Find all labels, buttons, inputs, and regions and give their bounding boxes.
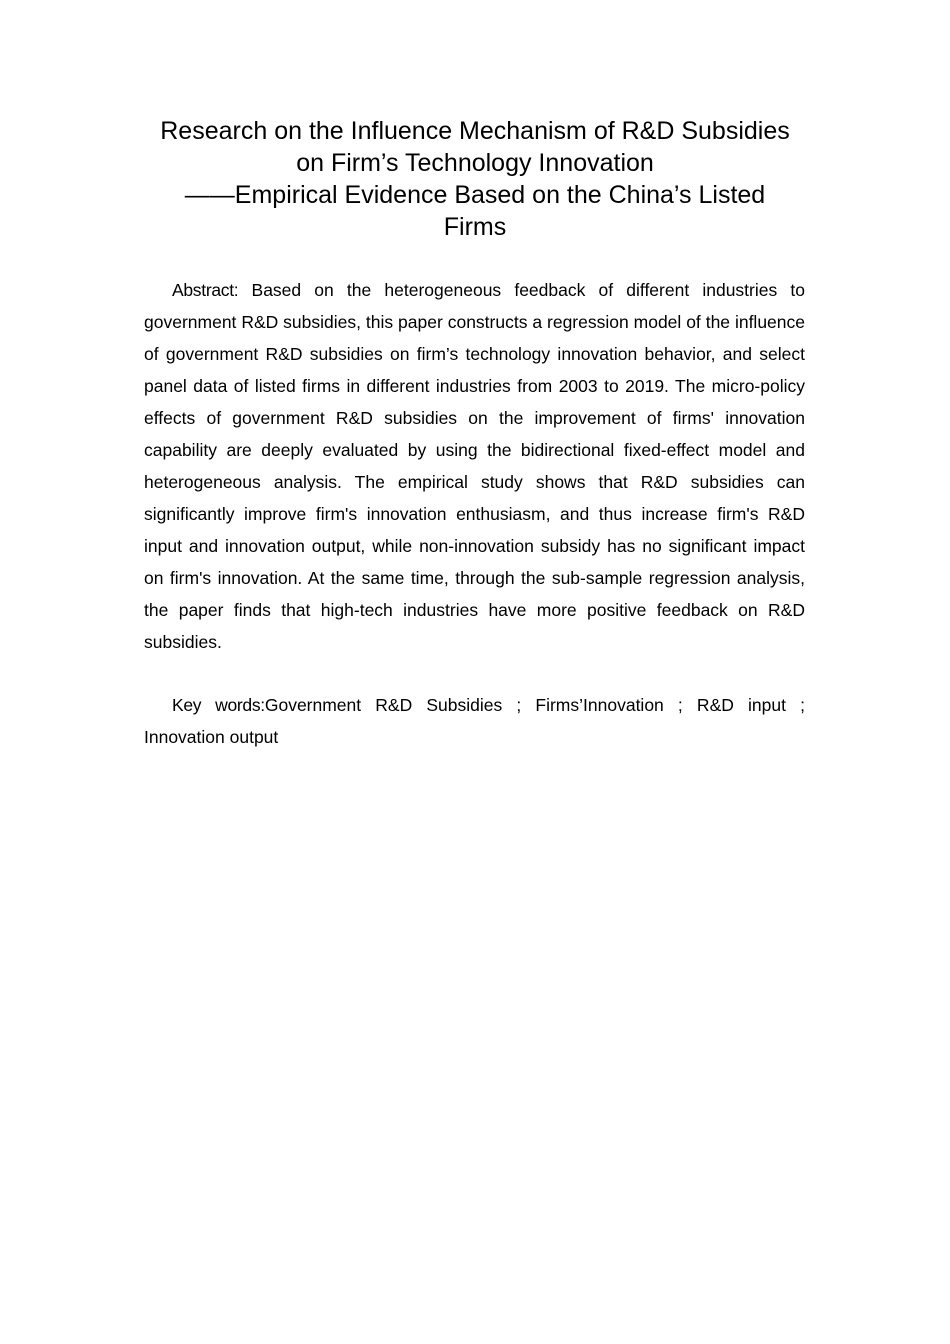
abstract-paragraph xyxy=(144,274,805,658)
subtitle-line-1: ——Empirical Evidence Based on the China’s Listed xyxy=(184,181,766,209)
abstract-text: Based on the heterogeneous feedback of different industries to government R&D subsidies, this paper constructs a regression model of the influence of government R&D subsidies on firm’s technology innovation behavior, and select panel data of listed firms in different industries from 2003 to 2019. The micro-policy effects of government R&D subsidies on the improvement of firms' innovation capability are deeply evaluated by using the bidirectional fixed-effect model and heterogeneous analysis. The empirical study shows that R&D subsidies can significantly improve firm's innovation enthusiasm, and thus increase firm's R&D input and innovation output, while non-innovation subsidy has no significant impact on firm's innovation. At the same time, through the sub-sample regression analysis, the paper finds that high-tech industries have more positive feedback on R&D subsidies. xyxy=(144,280,805,652)
title-line-2: on Firm’s Technology Innovation xyxy=(296,149,654,177)
keywords-label: Key words: xyxy=(172,695,265,715)
paper-title xyxy=(140,115,810,243)
keywords-paragraph xyxy=(144,689,805,753)
keywords-text: Government R&D Subsidies ; Firms’Innovation ; R&D input ; Innovation output xyxy=(144,695,805,747)
subtitle-line-2: Firms xyxy=(443,213,507,241)
abstract-label: Abstract: xyxy=(172,280,239,300)
title-line-1: Research on the Influence Mechanism of R&D Subsidies xyxy=(160,117,790,145)
